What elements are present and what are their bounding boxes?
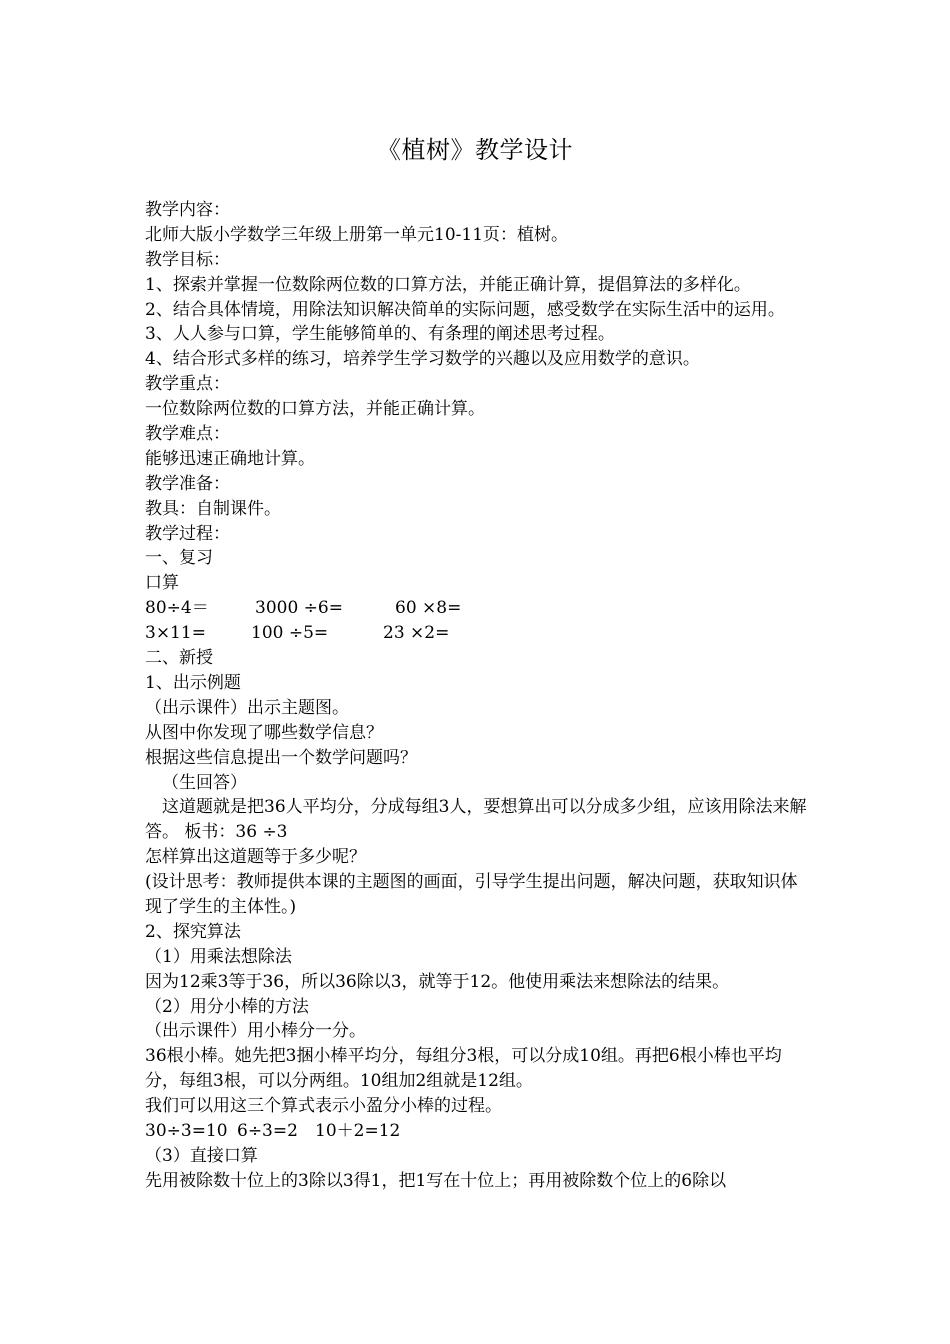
math-expression: 80÷4＝ [145,598,209,619]
math-expression: 3×11= [145,623,206,644]
objective-item: 3、人人参与口算，学生能够简单的、有条理的阐述思考过程。 [145,324,615,345]
paragraph: （2）用分小棒的方法 [145,996,309,1017]
paragraph: 36根小棒。她先把3捆小棒平均分，每组分3根，可以分成10组。再把6根小棒也平均分，每组3根，可以分两组。10组加2组就是12组。 [145,1046,782,1092]
section-heading: 一、复习 [145,548,213,569]
paragraph: （生回答） [162,772,247,793]
heading-process: 教学过程： [145,523,230,544]
paragraph: 一位数除两位数的口算方法，并能正确计算。 [145,399,485,420]
math-expression: 23 ×2= [383,623,450,644]
objective-item: 1、探索并掌握一位数除两位数的口算方法，并能正确计算，提倡算法的多样化。 [145,274,751,295]
paragraph: 这道题就是把36人平均分，分成每组3人，要想算出可以分成多少组，应该用除法来解答。 板书：36 ÷3 [145,797,807,843]
math-expression: 60 ×8= [395,598,462,619]
document-title: 《植树》教学设计 [377,136,573,164]
equation: 10＋2=12 [315,1121,401,1142]
math-expression: 100 ÷5= [251,623,329,644]
heading-objectives: 教学目标： [145,249,230,270]
paragraph: （出示课件）出示主题图。 [145,697,349,718]
design-note: (设计思考：教师提供本课的主题图的画面，引导学生提出问题，解决问题，获取知识体现了学生的主体性。) [145,872,798,917]
math-expression: 3000 ÷6= [255,598,343,619]
equation-row [145,1119,813,1144]
paragraph: （3）直接口算 [145,1145,258,1166]
paragraph: 教具：自制课件。 [145,498,281,519]
paragraph: 北师大版小学数学三年级上册第一单元10-11页：植树。 [145,224,569,245]
paragraph: 1、出示例题 [145,672,241,693]
paragraph: 怎样算出这道题等于多少呢？ [145,847,366,868]
paragraph: （出示课件）用小棒分一分。 [145,1021,366,1042]
heading-key-points: 教学重点： [145,374,230,395]
objective-item: 4、结合形式多样的练习，培养学生学习数学的兴趣以及应用数学的意识。 [145,349,700,370]
heading-preparation: 教学准备： [145,473,230,494]
objective-item: 2、结合具体情境，用除法知识解决简单的实际问题，感受数学在实际生活中的运用。 [145,299,785,320]
paragraph: 我们可以用这三个算式表示小盈分小棒的过程。 [145,1096,502,1117]
oral-math-row [145,621,813,646]
heading-content: 教学内容： [145,200,230,220]
paragraph: （1）用乘法想除法 [145,946,292,967]
paragraph: 从图中你发现了哪些数学信息？ [145,722,383,743]
heading-difficulties: 教学难点： [145,424,230,445]
paragraph: 2、探究算法 [145,921,241,942]
paragraph: 口算 [145,573,179,594]
paragraph: 因为12乘3等于36，所以36除以3，就等于12。他使用乘法来想除法的结果。 [145,971,730,992]
paragraph: 先用被除数十位上的3除以3得1，把1写在十位上；再用被除数个位上的6除以 [145,1170,727,1191]
paragraph: 能够迅速正确地计算。 [145,448,315,469]
section-heading: 二、新授 [145,648,213,669]
equation: 30÷3=10 [145,1121,228,1142]
oral-math-row [145,596,813,621]
document-body [145,198,813,1194]
paragraph: 根据这些信息提出一个数学问题吗？ [145,747,417,768]
equation: 6÷3=2 [237,1121,298,1142]
